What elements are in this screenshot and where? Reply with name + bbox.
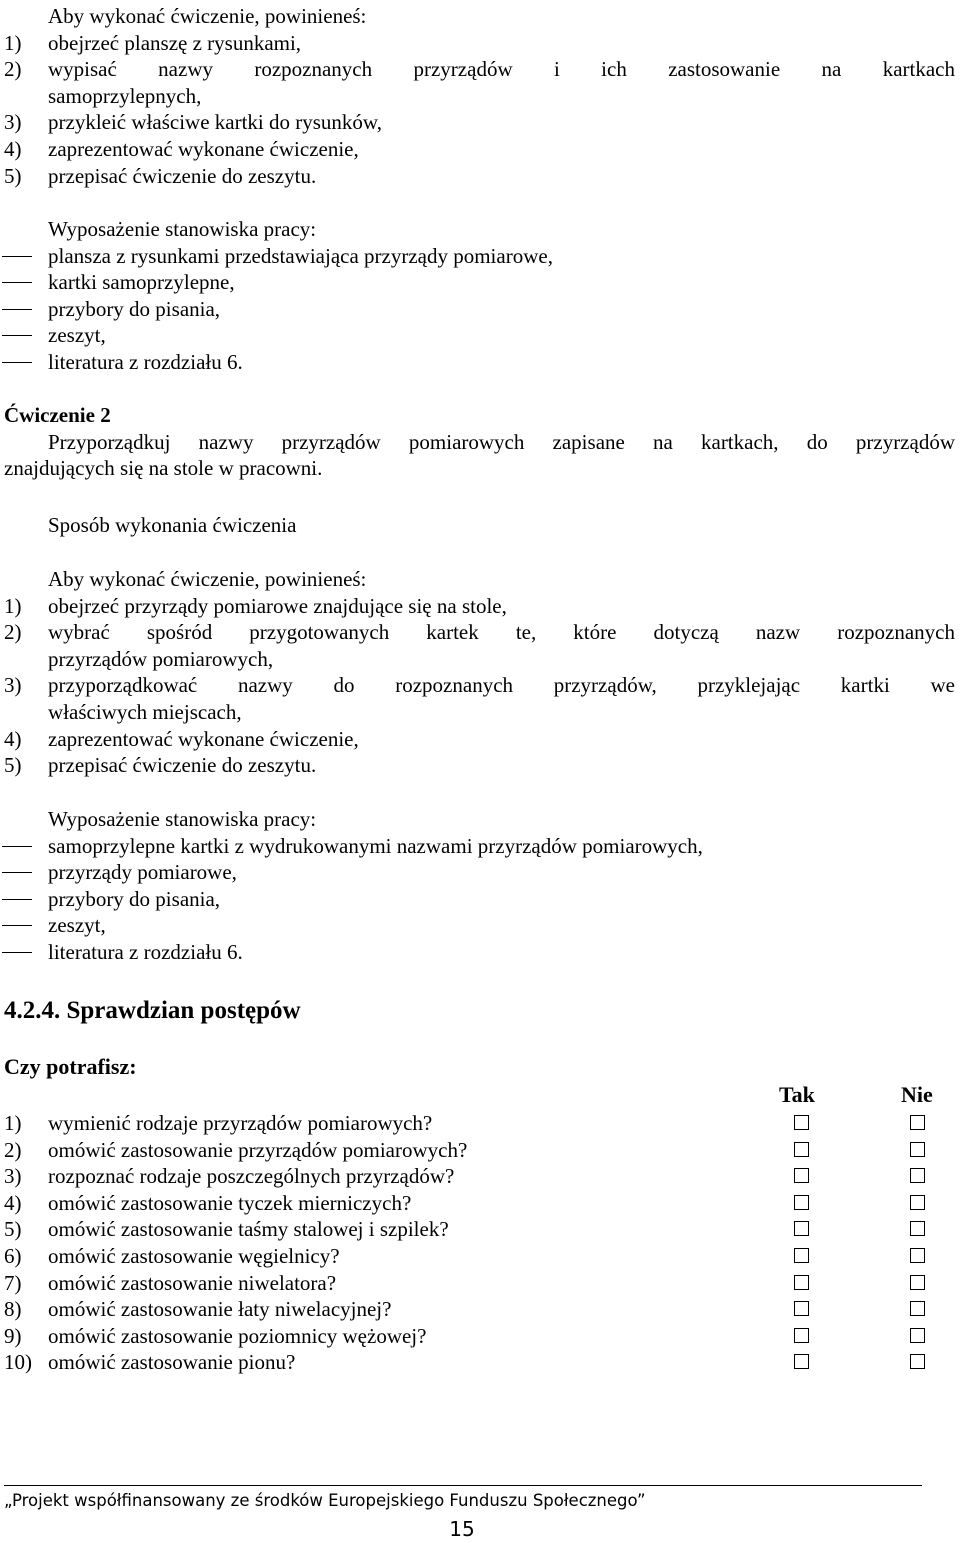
equipment-item <box>0 912 955 939</box>
check-row <box>0 1163 955 1190</box>
item-question: omówić zastosowanie niwelatora? <box>48 1270 337 1295</box>
checkbox-no[interactable] <box>910 1301 925 1316</box>
equipment-text: plansza z rysunkami przedstawiająca przyrządy pomiarowe, <box>48 243 553 268</box>
equipment-title: Wyposażenie stanowiska pracy: <box>48 217 317 241</box>
check-row <box>0 1137 955 1164</box>
section-heading-block <box>0 998 959 1025</box>
check-row <box>0 1323 955 1350</box>
exercise-title: Ćwiczenie 2 <box>4 403 111 427</box>
intro-text: Aby wykonać ćwiczenie, powinieneś: <box>48 567 367 591</box>
step-text-continued: właściwych miejscach, <box>48 699 242 724</box>
dash-bullet <box>0 912 48 939</box>
check-row <box>0 1190 955 1217</box>
item-question: omówić zastosowanie węgielnicy? <box>48 1243 340 1268</box>
check-rows <box>0 1110 955 1376</box>
checkbox-no[interactable] <box>910 1328 925 1343</box>
step-item <box>0 109 955 136</box>
checkbox-yes[interactable] <box>794 1142 809 1157</box>
step-item <box>0 593 955 620</box>
exercise2-instructions <box>0 566 955 779</box>
dash-bullet <box>0 833 48 860</box>
dash-bullet <box>0 939 48 966</box>
checkbox-no[interactable] <box>910 1195 925 1210</box>
equipment-item <box>0 243 955 270</box>
column-header-no: Nie <box>901 1082 933 1107</box>
equipment-item <box>0 886 955 913</box>
equipment-text: przybory do pisania, <box>48 886 221 911</box>
check-row <box>0 1349 955 1376</box>
dash-bullet <box>0 859 48 886</box>
step-number: 5) <box>4 753 22 778</box>
item-number: 4) <box>4 1190 22 1215</box>
equipment-list <box>0 243 955 376</box>
equipment-title: Wyposażenie stanowiska pracy: <box>48 807 317 831</box>
step-text: obejrzeć planszę z rysunkami, <box>48 30 302 55</box>
equipment-list <box>0 833 955 966</box>
step-item <box>0 56 955 83</box>
step-text: przepisać ćwiczenie do zeszytu. <box>48 163 317 188</box>
checkbox-yes[interactable] <box>794 1301 809 1316</box>
step-number: 4) <box>4 136 22 161</box>
step-item <box>0 163 955 190</box>
item-number: 5) <box>4 1217 22 1242</box>
equipment-text: kartki samoprzylepne, <box>48 270 235 295</box>
dash-bullet <box>0 296 48 323</box>
question-heading: Czy potrafisz: <box>4 1054 137 1079</box>
step-text: przyporządkować nazwy do rozpoznanych przyrządów, przyklejając kartki we <box>48 673 955 698</box>
step-item <box>0 30 955 57</box>
task-text-line2: znajdujących się na stole w pracowni. <box>4 456 323 481</box>
step-item <box>0 752 955 779</box>
step-number: 3) <box>4 673 22 698</box>
item-question: omówić zastosowanie łaty niwelacyjnej? <box>48 1297 392 1322</box>
section-heading: 4.2.4. Sprawdzian postępów <box>4 997 301 1024</box>
page-number: 15 <box>449 1517 475 1541</box>
steps-list <box>0 30 955 190</box>
method-title: Sposób wykonania ćwiczenia <box>48 513 297 537</box>
equipment-text: literatura z rozdziału 6. <box>48 939 243 964</box>
step-item <box>0 619 955 646</box>
item-question: omówić zastosowanie poziomnicy wężowej? <box>48 1323 427 1348</box>
steps-list <box>0 593 955 779</box>
footer-text: „Projekt współfinansowany ze środków Europejskiego Funduszu Społecznego” <box>4 1491 646 1510</box>
checkbox-yes[interactable] <box>794 1195 809 1210</box>
step-item <box>0 726 955 753</box>
check-row <box>0 1243 955 1270</box>
check-row <box>0 1270 955 1297</box>
equipment-text: literatura z rozdziału 6. <box>48 349 243 374</box>
item-question: omówić zastosowanie tyczek mierniczych? <box>48 1190 412 1215</box>
item-question: wymienić rodzaje przyrządów pomiarowych? <box>48 1111 433 1135</box>
step-number: 2) <box>4 620 22 645</box>
dash-bullet <box>0 322 48 349</box>
equipment-item <box>0 269 955 296</box>
equipment-item <box>0 322 955 349</box>
step-item <box>0 136 955 163</box>
step-text-continued: przyrządów pomiarowych, <box>48 646 274 671</box>
equipment-text: zeszyt, <box>48 323 106 348</box>
question-block <box>0 1054 959 1081</box>
step-text: zaprezentować wykonane ćwiczenie, <box>48 136 359 161</box>
step-number: 3) <box>4 110 22 135</box>
step-number: 4) <box>4 726 22 751</box>
check-row <box>0 1296 955 1323</box>
checkbox-yes[interactable] <box>794 1221 809 1236</box>
item-number: 10) <box>4 1350 32 1375</box>
equipment-item <box>0 349 955 376</box>
exercise1-equipment <box>0 216 955 376</box>
step-text-continued: samoprzylepnych, <box>48 83 202 108</box>
step-number: 2) <box>4 57 22 82</box>
checkbox-yes[interactable] <box>794 1115 809 1130</box>
dash-bullet <box>0 269 48 296</box>
checkbox-no[interactable] <box>910 1115 925 1130</box>
checkbox-no[interactable] <box>910 1142 925 1157</box>
item-number: 3) <box>4 1164 22 1189</box>
step-item <box>0 672 955 699</box>
step-text: wybrać spośród przygotowanych kartek te, które dotyczą nazw rozpoznanych <box>48 620 955 645</box>
step-number: 1) <box>4 30 22 55</box>
check-row <box>0 1216 955 1243</box>
exercise1-instructions <box>0 3 955 189</box>
check-row <box>0 1110 955 1137</box>
step-text: obejrzeć przyrządy pomiarowe znajdujące się na stole, <box>48 593 507 618</box>
checkbox-yes[interactable] <box>794 1248 809 1263</box>
equipment-item <box>0 939 955 966</box>
dash-bullet <box>0 886 48 913</box>
item-question: rozpoznać rodzaje poszczególnych przyrządów? <box>48 1164 455 1189</box>
equipment-text: samoprzylepne kartki z wydrukowanymi nazwami przyrządów pomiarowych, <box>48 833 703 858</box>
checkbox-no[interactable] <box>910 1221 925 1236</box>
dash-bullet <box>0 349 48 376</box>
equipment-text: zeszyt, <box>48 913 106 938</box>
checkbox-yes[interactable] <box>794 1354 809 1369</box>
equipment-item <box>0 859 955 886</box>
step-text: zaprezentować wykonane ćwiczenie, <box>48 726 359 751</box>
item-number: 6) <box>4 1243 22 1268</box>
dash-bullet <box>0 243 48 270</box>
exercise2-section <box>0 402 955 482</box>
step-number: 5) <box>4 163 22 188</box>
column-header-yes: Tak <box>779 1082 815 1107</box>
step-text: przykleić właściwe kartki do rysunków, <box>48 110 382 135</box>
item-question: omówić zastosowanie przyrządów pomiarowych? <box>48 1137 468 1162</box>
intro-text: Aby wykonać ćwiczenie, powinieneś: <box>48 4 367 28</box>
checkbox-yes[interactable] <box>794 1328 809 1343</box>
step-text: przepisać ćwiczenie do zeszytu. <box>48 753 317 778</box>
method-title-block <box>0 512 955 539</box>
item-number: 9) <box>4 1323 22 1348</box>
step-text: wypisać nazwy rozpoznanych przyrządów i ich zastosowanie na kartkach <box>48 57 955 82</box>
checkbox-yes[interactable] <box>794 1275 809 1290</box>
item-number: 7) <box>4 1270 22 1295</box>
item-number: 8) <box>4 1297 22 1322</box>
checkbox-yes[interactable] <box>794 1168 809 1183</box>
checkbox-no[interactable] <box>910 1275 925 1290</box>
checkbox-no[interactable] <box>910 1168 925 1183</box>
task-text-line1: Przyporządkuj nazwy przyrządów pomiarowych zapisane na kartkach, do przyrządów <box>48 429 955 454</box>
checkbox-no[interactable] <box>910 1248 925 1263</box>
equipment-text: przyrządy pomiarowe, <box>48 860 237 885</box>
item-number: 1) <box>4 1111 22 1135</box>
equipment-item <box>0 296 955 323</box>
footer-divider <box>4 1485 922 1486</box>
equipment-item <box>0 833 955 860</box>
step-number: 1) <box>4 593 22 618</box>
item-question: omówić zastosowanie pionu? <box>48 1350 296 1375</box>
equipment-text: przybory do pisania, <box>48 296 221 321</box>
item-question: omówić zastosowanie taśmy stalowej i szpilek? <box>48 1217 449 1242</box>
item-number: 2) <box>4 1137 22 1162</box>
exercise2-equipment <box>0 806 955 966</box>
checkbox-no[interactable] <box>910 1354 925 1369</box>
self-check-table <box>0 1082 955 1382</box>
